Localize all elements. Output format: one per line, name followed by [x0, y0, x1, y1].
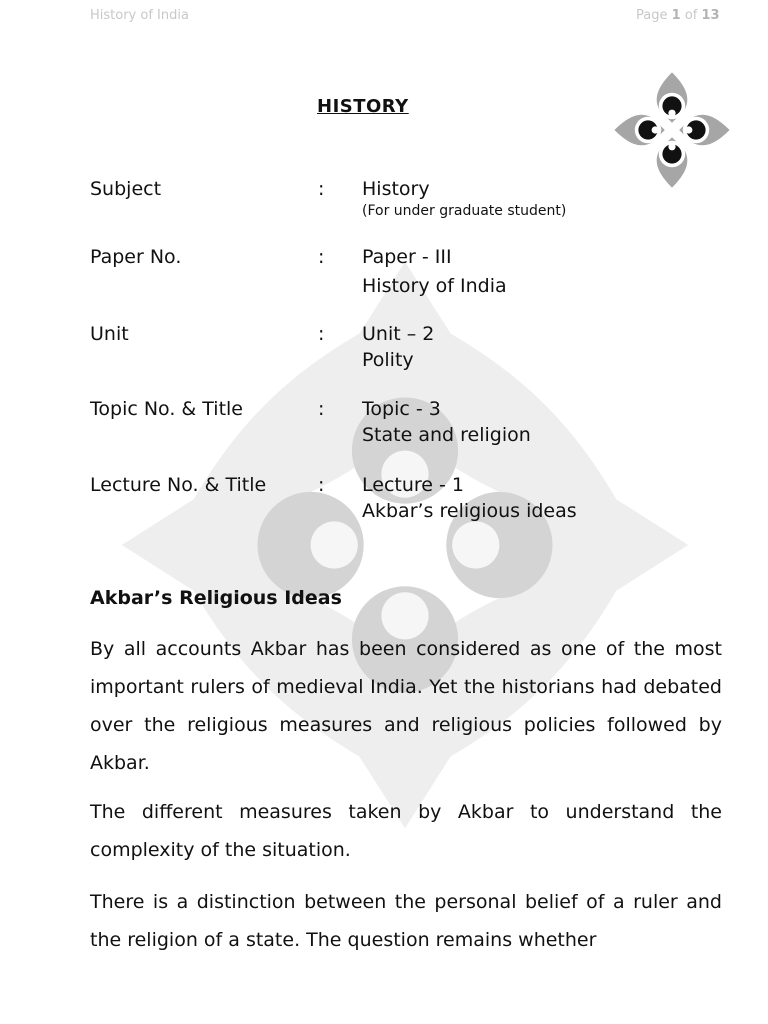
field-colon: :: [318, 246, 325, 268]
field-value: [362, 244, 507, 299]
document-title: HISTORY: [317, 96, 409, 117]
field-value-line1: Unit – 2: [362, 323, 435, 345]
page-current: 1: [671, 8, 681, 23]
field-label: Topic No. & Title: [90, 398, 243, 420]
page-of: of: [684, 8, 698, 23]
field-value-line1: History: [362, 178, 430, 200]
field-colon: :: [318, 323, 325, 345]
field-value-line2: Polity: [362, 349, 414, 371]
field-colon: :: [318, 474, 325, 496]
university-logo-icon: [612, 70, 732, 190]
field-value-line2: (For under graduate student): [362, 203, 567, 219]
paragraph: There is a distinction between the personal belief of a ruler and the religion of a state. The question remains whether: [90, 891, 722, 951]
page-indicator: [636, 8, 720, 23]
field-value-line1: Lecture - 1: [362, 474, 464, 496]
field-label: Lecture No. & Title: [90, 474, 267, 496]
page-total: 13: [701, 8, 720, 23]
field-label: Subject: [90, 178, 162, 200]
page-label: Page: [636, 8, 668, 23]
field-label: Unit: [90, 323, 129, 345]
field-colon: :: [318, 398, 325, 420]
paragraph: By all accounts Akbar has been considered as one of the most important rulers of medieval India. Yet the historians had debated over the religious measures and religious policies followed by Akbar.: [90, 638, 722, 774]
field-value-line2: History of India: [362, 275, 507, 297]
field-value: [362, 176, 566, 220]
section-heading: Akbar’s Religious Ideas: [90, 587, 342, 609]
field-value: [362, 321, 434, 373]
running-header-title: History of India: [90, 8, 189, 23]
paragraph: The different measures taken by Akbar to understand the complexity of the situation.: [90, 801, 722, 861]
field-value: [362, 396, 531, 448]
field-value: [362, 472, 577, 524]
field-value-line2: Akbar’s religious ideas: [362, 500, 577, 522]
field-value-line1: Topic - 3: [362, 398, 441, 420]
field-label: Paper No.: [90, 246, 182, 268]
field-colon: :: [318, 178, 325, 200]
field-value-line1: Paper - III: [362, 246, 452, 268]
field-value-line2: State and religion: [362, 424, 531, 446]
